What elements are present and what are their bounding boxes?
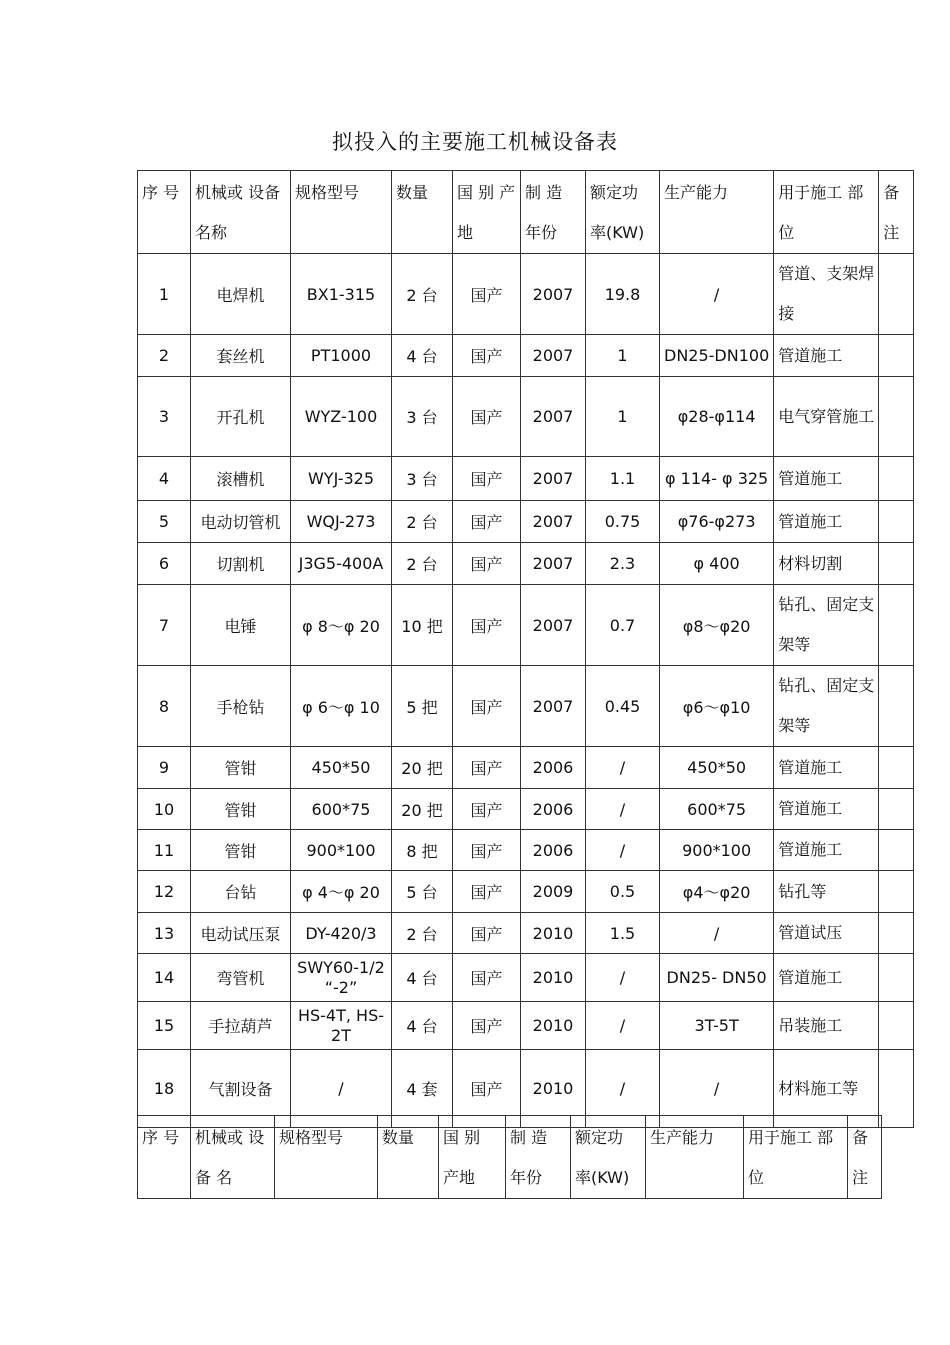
cell-usage: 管道施工	[774, 789, 879, 830]
cell-qty: 10 把	[392, 585, 453, 666]
cell-spec: DY-420/3	[291, 913, 392, 954]
cell-origin: 国产	[453, 830, 521, 871]
cell-year: 2009	[521, 871, 586, 913]
cell-remark	[879, 666, 914, 747]
cell-spec: SWY60-1/2 “-2”	[291, 954, 392, 1002]
cell-origin: 国产	[453, 335, 521, 377]
cell-spec: φ 6～φ 10	[291, 666, 392, 747]
cell-origin: 国产	[453, 501, 521, 543]
cell-name: 弯管机	[191, 954, 291, 1002]
cell-remark	[879, 377, 914, 457]
cell-origin: 国产	[453, 913, 521, 954]
header-seq: 序 号	[138, 1116, 191, 1199]
cell-spec: HS-4T, HS-2T	[291, 1002, 392, 1050]
header-usage: 用于施工 部位	[774, 171, 879, 254]
header-seq: 序 号	[138, 171, 191, 254]
cell-qty: 4 台	[392, 1002, 453, 1050]
header-name: 机械或 设 备 名	[191, 1116, 275, 1199]
cell-remark	[879, 543, 914, 585]
cell-spec: J3G5-400A	[291, 543, 392, 585]
cell-year: 2010	[521, 954, 586, 1002]
cell-qty: 2 台	[392, 501, 453, 543]
table-row	[138, 789, 914, 830]
cell-year: 2007	[521, 501, 586, 543]
cell-origin: 国产	[453, 585, 521, 666]
cell-seq: 4	[138, 457, 191, 501]
cell-usage: 钻孔、固定支架等	[774, 666, 879, 747]
cell-name: 电动试压泵	[191, 913, 291, 954]
header-power: 额定功 率(KW)	[571, 1116, 646, 1199]
cell-qty: 20 把	[392, 747, 453, 789]
cell-capacity: /	[660, 1050, 774, 1128]
cell-power: 19.8	[586, 254, 660, 335]
cell-seq: 5	[138, 501, 191, 543]
equipment-table	[137, 170, 914, 1128]
cell-capacity: DN25- DN50	[660, 954, 774, 1002]
cell-power: /	[586, 954, 660, 1002]
cell-name: 管钳	[191, 747, 291, 789]
header-row	[138, 171, 914, 254]
cell-usage: 管道施工	[774, 335, 879, 377]
cell-qty: 3 台	[392, 377, 453, 457]
cell-power: /	[586, 830, 660, 871]
header-origin: 国 别 产地	[453, 171, 521, 254]
cell-remark	[879, 1002, 914, 1050]
cell-origin: 国产	[453, 457, 521, 501]
cell-power: 0.45	[586, 666, 660, 747]
cell-capacity: 3T-5T	[660, 1002, 774, 1050]
cell-qty: 3 台	[392, 457, 453, 501]
cell-seq: 1	[138, 254, 191, 335]
cell-usage: 吊装施工	[774, 1002, 879, 1050]
cell-usage: 钻孔等	[774, 871, 879, 913]
cell-origin: 国产	[453, 954, 521, 1002]
table-row	[138, 501, 914, 543]
cell-seq: 7	[138, 585, 191, 666]
cell-power: /	[586, 789, 660, 830]
cell-capacity: φ28-φ114	[660, 377, 774, 457]
table-row	[138, 830, 914, 871]
cell-remark	[879, 254, 914, 335]
page-title: 拟投入的主要施工机械设备表	[332, 130, 618, 154]
cell-qty: 2 台	[392, 543, 453, 585]
cell-power: 0.7	[586, 585, 660, 666]
cell-spec: φ 4～φ 20	[291, 871, 392, 913]
cell-power: 1.5	[586, 913, 660, 954]
cell-spec: 450*50	[291, 747, 392, 789]
cell-usage: 管道施工	[774, 954, 879, 1002]
cell-usage: 材料施工等	[774, 1050, 879, 1128]
cell-usage: 管道施工	[774, 830, 879, 871]
header-name: 机械或 设备名称	[191, 171, 291, 254]
cell-year: 2010	[521, 1050, 586, 1128]
cell-seq: 10	[138, 789, 191, 830]
cell-name: 台钻	[191, 871, 291, 913]
cell-origin: 国产	[453, 666, 521, 747]
continuation-header-table	[137, 1115, 882, 1199]
cell-spec: WQJ-273	[291, 501, 392, 543]
cell-name: 手拉葫芦	[191, 1002, 291, 1050]
table-row	[138, 1002, 914, 1050]
cell-usage: 管道施工	[774, 747, 879, 789]
cell-qty: 4 台	[392, 335, 453, 377]
cell-remark	[879, 954, 914, 1002]
cell-seq: 2	[138, 335, 191, 377]
cell-qty: 2 台	[392, 254, 453, 335]
header-qty: 数量	[392, 171, 453, 254]
header-year: 制 造 年份	[521, 171, 586, 254]
cell-spec: 900*100	[291, 830, 392, 871]
cell-capacity: φ8～φ20	[660, 585, 774, 666]
cell-year: 2010	[521, 1002, 586, 1050]
header-power: 额定功 率(KW)	[586, 171, 660, 254]
cell-power: 1	[586, 377, 660, 457]
cell-seq: 14	[138, 954, 191, 1002]
cell-remark	[879, 830, 914, 871]
cell-usage: 电气穿管施工	[774, 377, 879, 457]
header-spec: 规格型号	[291, 171, 392, 254]
cell-power: /	[586, 747, 660, 789]
cell-name: 电焊机	[191, 254, 291, 335]
cell-year: 2010	[521, 913, 586, 954]
cell-seq: 8	[138, 666, 191, 747]
cell-name: 电锤	[191, 585, 291, 666]
table-row	[138, 377, 914, 457]
cell-remark	[879, 335, 914, 377]
cell-power: 1.1	[586, 457, 660, 501]
cell-remark	[879, 871, 914, 913]
cell-power: /	[586, 1002, 660, 1050]
header-capacity: 生产能力	[660, 171, 774, 254]
cell-capacity: 900*100	[660, 830, 774, 871]
cell-seq: 15	[138, 1002, 191, 1050]
table-row	[138, 543, 914, 585]
cell-origin: 国产	[453, 1002, 521, 1050]
cell-name: 套丝机	[191, 335, 291, 377]
cell-spec: PT1000	[291, 335, 392, 377]
cell-origin: 国产	[453, 254, 521, 335]
cell-year: 2007	[521, 543, 586, 585]
cell-usage: 材料切割	[774, 543, 879, 585]
table-row	[138, 871, 914, 913]
cell-capacity: 450*50	[660, 747, 774, 789]
cell-year: 2006	[521, 747, 586, 789]
cell-remark	[879, 457, 914, 501]
cell-origin: 国产	[453, 789, 521, 830]
header-capacity: 生产能力	[646, 1116, 744, 1199]
cell-name: 电动切管机	[191, 501, 291, 543]
table-row	[138, 457, 914, 501]
cell-usage: 管道、支架焊接	[774, 254, 879, 335]
cell-spec: WYZ-100	[291, 377, 392, 457]
cell-spec: WYJ-325	[291, 457, 392, 501]
cell-capacity: φ76-φ273	[660, 501, 774, 543]
cell-spec: 600*75	[291, 789, 392, 830]
table-row	[138, 666, 914, 747]
cell-remark	[879, 585, 914, 666]
header-spec: 规格型号	[275, 1116, 378, 1199]
cell-capacity: /	[660, 254, 774, 335]
table-row	[138, 913, 914, 954]
cell-name: 管钳	[191, 830, 291, 871]
cell-capacity: φ6～φ10	[660, 666, 774, 747]
table-row	[138, 335, 914, 377]
cell-power: 1	[586, 335, 660, 377]
cell-usage: 管道施工	[774, 457, 879, 501]
cell-year: 2006	[521, 789, 586, 830]
cell-qty: 8 把	[392, 830, 453, 871]
cell-capacity: φ 400	[660, 543, 774, 585]
cell-year: 2007	[521, 335, 586, 377]
cell-usage: 管道施工	[774, 501, 879, 543]
cell-qty: 5 把	[392, 666, 453, 747]
cell-name: 气割设备	[191, 1050, 291, 1128]
cell-seq: 12	[138, 871, 191, 913]
cell-seq: 13	[138, 913, 191, 954]
header-remark: 备 注	[879, 171, 914, 254]
header-year: 制 造 年份	[506, 1116, 571, 1199]
cell-origin: 国产	[453, 871, 521, 913]
cell-usage: 钻孔、固定支架等	[774, 585, 879, 666]
cell-remark	[879, 747, 914, 789]
table-row	[138, 747, 914, 789]
cell-power: /	[586, 1050, 660, 1128]
cell-year: 2007	[521, 585, 586, 666]
cell-remark	[879, 1050, 914, 1128]
table-row	[138, 585, 914, 666]
header-qty: 数量	[378, 1116, 439, 1199]
cell-power: 2.3	[586, 543, 660, 585]
cell-capacity: φ 114- φ 325	[660, 457, 774, 501]
cell-qty: 20 把	[392, 789, 453, 830]
cell-year: 2007	[521, 666, 586, 747]
footer-header-row	[138, 1116, 882, 1199]
cell-qty: 4 套	[392, 1050, 453, 1128]
cell-seq: 18	[138, 1050, 191, 1128]
cell-name: 管钳	[191, 789, 291, 830]
cell-year: 2007	[521, 457, 586, 501]
cell-name: 手枪钻	[191, 666, 291, 747]
cell-year: 2007	[521, 377, 586, 457]
cell-seq: 6	[138, 543, 191, 585]
cell-remark	[879, 501, 914, 543]
cell-spec: φ 8～φ 20	[291, 585, 392, 666]
cell-name: 滚槽机	[191, 457, 291, 501]
cell-name: 开孔机	[191, 377, 291, 457]
cell-origin: 国产	[453, 747, 521, 789]
table-row	[138, 254, 914, 335]
cell-qty: 5 台	[392, 871, 453, 913]
cell-origin: 国产	[453, 543, 521, 585]
cell-usage: 管道试压	[774, 913, 879, 954]
cell-qty: 4 台	[392, 954, 453, 1002]
cell-origin: 国产	[453, 1050, 521, 1128]
cell-power: 0.75	[586, 501, 660, 543]
header-remark: 备 注	[848, 1116, 882, 1199]
cell-capacity: φ4～φ20	[660, 871, 774, 913]
cell-capacity: 600*75	[660, 789, 774, 830]
cell-capacity: DN25-DN100	[660, 335, 774, 377]
cell-origin: 国产	[453, 377, 521, 457]
cell-spec: /	[291, 1050, 392, 1128]
cell-seq: 11	[138, 830, 191, 871]
cell-capacity: /	[660, 913, 774, 954]
cell-qty: 2 台	[392, 913, 453, 954]
cell-power: 0.5	[586, 871, 660, 913]
cell-seq: 3	[138, 377, 191, 457]
cell-year: 2007	[521, 254, 586, 335]
header-origin: 国 别 产地	[439, 1116, 506, 1199]
header-usage: 用于施工 部位	[744, 1116, 848, 1199]
table-row	[138, 954, 914, 1002]
cell-name: 切割机	[191, 543, 291, 585]
cell-remark	[879, 789, 914, 830]
cell-remark	[879, 913, 914, 954]
cell-spec: BX1-315	[291, 254, 392, 335]
cell-seq: 9	[138, 747, 191, 789]
cell-year: 2006	[521, 830, 586, 871]
